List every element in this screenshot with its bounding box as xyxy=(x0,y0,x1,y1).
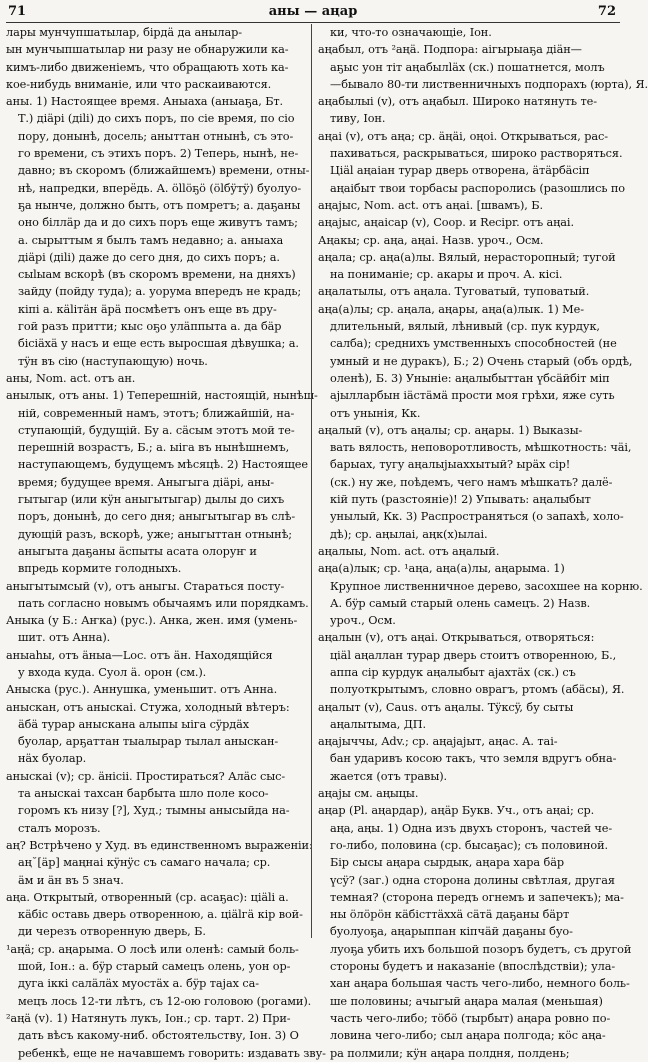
text-line: аңа. Открытый, отворенный (ср. асаҕас): ціälі а. xyxy=(6,890,289,904)
text-line: умный и не дуракъ), Б.; 2) Очень старый (объ ордѣ, xyxy=(330,354,633,368)
text-line: Ціäl аңаіан турар дверь отворена, äтäрбäсіп xyxy=(330,164,590,178)
text-line: аныгыта даҕаны äспыты асата олоруҥ и xyxy=(18,544,257,558)
right-column xyxy=(318,24,648,1060)
text-line: ²аңä (v). 1) Натянуть лукъ, Іон.; ср. тарт. 2) При- xyxy=(6,1011,291,1025)
text-line: гой разъ притти; кыс оҕо улäппыта а. да бäр xyxy=(18,320,282,334)
text-line: пору, донынѣ, досель; аныттан отнынѣ, съ это- xyxy=(18,129,294,143)
text-line: го времени, съ этихъ поръ. 2) Теперь, нынѣ, не- xyxy=(18,147,299,161)
text-line: аныскаі (v); ср. äнісіі. Простираться? Алäс сыс- xyxy=(6,769,286,783)
running-head: аны — аңар xyxy=(268,4,358,19)
text-line: аҕыс уон тіт аңабылläх (ск.) пошатнется, молъ xyxy=(330,60,605,74)
text-line: ки, что-то означающіе, Іон. xyxy=(330,26,492,39)
page-number-left: 71 xyxy=(8,4,27,19)
text-line: нѣ, напредки, вперёдь. А. öllöҕö (ölбÿтÿ) буолуо- xyxy=(18,181,302,195)
text-line: оно біллäр да и до сихъ поръ еще живутъ тамъ; xyxy=(18,216,298,230)
text-line: шит. отъ Анна). xyxy=(18,631,111,645)
header-rule xyxy=(6,22,620,23)
text-line: аныгытымсый (v), отъ аныгы. Стараться посту- xyxy=(6,579,285,593)
text-line: аңабылыі (v), отъ аңабыл. Широко натянуть те- xyxy=(318,95,597,109)
text-line: буолар, арҕаттан тыалырар тылал аныскан- xyxy=(18,735,279,749)
text-line: ловина чего-либо; сыл аңара полгода; кöс аңа- xyxy=(330,1029,606,1043)
text-line: гытыгар (или кÿн аныгытыгар) дылы до сихъ xyxy=(18,493,285,507)
text-line: зайду (пойду туда); а. уорума впередъ не крадь; xyxy=(18,285,302,299)
text-line: кое-нибудь вниманіе, или что раскаиваются. xyxy=(6,77,272,91)
text-line: наступающемъ, будущемъ мѣсяцѣ. 2) Настоящее xyxy=(18,458,308,472)
text-line: (ск.) ну же, поѣдемъ, чего намъ мѣшкать? далё- xyxy=(330,475,613,489)
text-line: Крупное лиственничное дерево, засохшее на корню. xyxy=(330,579,643,593)
text-line: ціäl аңаллан турар дверь стоитъ отворенною, Б., xyxy=(330,648,617,662)
text-line: ступающій, будущій. Бу а. сäсым этотъ мой те- xyxy=(18,423,295,437)
text-line: пахиваться, раскрываться, широко растворяться. xyxy=(330,147,623,161)
text-line: поръ, донынѣ, до сего дня; аныгытыгар въ слѣ- xyxy=(18,510,296,524)
text-line: перешній возрастъ, Б.; а. ыіга въ нынѣшнемъ, xyxy=(18,441,290,455)
text-line: вать вялость, неповоротливость, мѣшкотность: чäі, xyxy=(330,441,632,455)
text-line: аңа, аңы. 1) Одна изъ двухъ сторонъ, частей че- xyxy=(330,821,613,835)
text-line: сталъ морозъ. xyxy=(18,821,101,835)
text-line: Аныка (у Б.: Аҥка) (рус.). Анка, жен. имя (умень- xyxy=(6,614,298,628)
text-line: стороны будетъ и наказаніе (впослѣдствіи); ула- xyxy=(330,960,616,974)
text-line: аңалытыма, ДП. xyxy=(330,717,427,731)
text-line: аны. 1) Настоящее время. Аныаха (аныаҕа, Бт. xyxy=(6,95,284,109)
text-line: бісіäхä у насъ и еще есть выросшая дѣвушка; а. xyxy=(18,337,299,351)
text-line: аң˘[äр] маңнаі кÿнÿс съ самаго начала; ср. xyxy=(18,856,271,870)
text-line: анылык, отъ аны. 1) Теперешній, настоящій, нынѣш- xyxy=(6,389,318,403)
text-line: уроч., Осм. xyxy=(330,614,396,628)
text-line: время; будущее время. Аныгыга діäрі, аны- xyxy=(18,475,275,489)
text-line: луоҕа убить ихъ большой позоръ будетъ, съ другой xyxy=(330,942,632,956)
text-line: бан ударивъ косою такъ, что земля вдругъ обна- xyxy=(330,752,617,766)
text-line: А. бÿр самый старый олень самецъ. 2) Назв. xyxy=(330,596,591,610)
text-line: ҕа нынче, должно быть, отъ помретъ; а. даҕаны xyxy=(18,198,301,212)
text-line: —бывало 80-ти лиственничныхъ подпорахъ (юрта), Я. xyxy=(330,77,648,91)
text-line: оленѣ), Б. 3) Уныніе: аңалыбыттан үбсäйбіт міп xyxy=(330,371,610,385)
text-line: ди черезъ отворенную дверь, Б. xyxy=(18,925,206,939)
text-line: буолуоҕа, аңарыппан кіпчäй даҕаны буо- xyxy=(330,925,573,939)
text-line: ній, современный намъ, этотъ; ближайшій, на- xyxy=(18,406,295,420)
text-line: аңар (Pl. аңардар), аңäр Букв. Уч., отъ аңаі; ср. xyxy=(318,804,595,818)
text-line: аңа(а)лы; ср. аңала, аңары, аңа(а)лык. 1) Ме- xyxy=(318,302,584,316)
text-line: хан аңара большая часть чего-либо, немного боль- xyxy=(330,977,630,991)
page-number-right: 72 xyxy=(597,4,616,19)
text-line: аңајыс, аңаісар (v), Coop. и Recipr. отъ аңаі. xyxy=(318,216,574,230)
text-line: кіпі а. кälітäн äрä посмѣетъ онъ еще въ дру- xyxy=(18,302,277,316)
column-divider xyxy=(311,24,312,938)
text-line: аңалын (v), отъ аңаі. Открываться, отворяться: xyxy=(318,631,595,645)
text-line: го-либо, половина (ср. бысаҕас); съ половиной. xyxy=(330,838,609,852)
text-line: аңалыт (v), Caus. отъ аңалы. Тÿксÿ, бу сыты xyxy=(318,700,574,714)
text-line: аныаhы, отъ äныа—Loc. отъ äн. Находящійся xyxy=(6,648,273,662)
text-line: нäх буолар. xyxy=(18,752,87,766)
text-line: аjылларбын іäстäмä прости моя грѣхи, яже суть xyxy=(330,389,615,403)
text-line: кій путь (разстояніе)! 2) Упывать: аңалыбыт xyxy=(330,493,591,507)
text-line: аң? Встрѣчено у Худ. въ единственномъ выраженіи: xyxy=(6,838,313,852)
text-line: дѣ); ср. аңылаі, аңк(х)ылаі. xyxy=(330,527,488,541)
text-line: äбä турар аныскана алыпы ыіга сÿрдäх xyxy=(18,717,250,731)
text-line: ¹аңä; ср. аңарыма. О лосѣ или оленѣ: самый боль- xyxy=(6,942,299,956)
text-line: тиву, Іон. xyxy=(330,112,386,126)
text-line: та аныскаі тахсан барбыта шло поле косо- xyxy=(18,787,269,801)
text-line: кимъ-либо движеніемъ, что обращають хоть ка- xyxy=(6,60,289,74)
text-line: ын мунчыпшатылар ни разу не обнаружили ка- xyxy=(6,43,289,57)
text-line: тÿн въ сію (наступающую) ночь. xyxy=(18,354,208,368)
text-line: аңаі (v), отъ аңа; ср. äңäі, оңоі. Открываться, рас- xyxy=(318,129,608,143)
text-line: а. сырыттым я былъ тамъ недавно; а. аныаха xyxy=(18,233,284,247)
text-line: пать согласно новымъ обычаямъ или порядкамъ. xyxy=(18,596,309,610)
text-line: аппа сір курдук аңалыбыт аjахтäх (ск.) съ xyxy=(330,665,576,679)
text-line: унылый, Кк. 3) Распространяться (о запахѣ, холо- xyxy=(330,510,624,524)
text-line: аңалый (v), отъ аңалы; ср. аңары. 1) Выказы- xyxy=(318,423,583,437)
text-line: Аңакы; ср. аңа, аңаі. Назв. уроч., Осм. xyxy=(318,233,544,247)
text-line: аңа(а)лык; ср. ¹аңа, аңа(а)лы, аңарыма. 1) xyxy=(318,562,565,576)
text-line: на пониманіе; ср. акары и проч. А. кісі. xyxy=(330,268,563,282)
text-line: ребенкѣ, еще не начавшемъ говорить: издавать зву- xyxy=(18,1046,326,1060)
text-line: Бір сысы аңара сырдык, аңара хара бäр xyxy=(330,856,564,870)
text-line: аны, Nom. act. отъ ан. xyxy=(6,371,136,385)
text-line: аңалатылы, отъ аңала. Туговатый, туповатый. xyxy=(318,285,590,299)
text-line: үсÿ? (заг.) одна сторона долины свѣтлая, другая xyxy=(330,873,615,887)
text-line: жается (отъ травы). xyxy=(330,769,448,783)
text-line: полуоткрытымъ, словно оврагъ, ртомъ (абäсы), Я. xyxy=(330,683,625,697)
text-line: аңала; ср. аңа(а)лы. Вялый, нерасторопный; тугой xyxy=(318,250,616,264)
text-line: барыах, тугу аңалыјыаххытый? ырäх сір! xyxy=(330,458,571,472)
text-line: ра полмили; кÿн аңара полдня, полдень; xyxy=(330,1046,570,1060)
text-line: аныскан, отъ аныскаі. Стужа, холодный вѣтеръ: xyxy=(6,700,290,714)
text-line: ны öлöрöн кäбісттäххä сäтä даҕаны бäрт xyxy=(330,908,570,922)
text-line: отъ унынія, Кк. xyxy=(330,406,421,420)
text-line: темная? (сторона передъ огнемъ и запечекъ); ма- xyxy=(330,890,624,904)
text-line: Т.) діäрі (діlі) до сихъ поръ, по сіе время, по сіо xyxy=(18,112,295,126)
text-line: длительный, вялый, лѣнивый (ср. пук курдук, xyxy=(330,320,600,334)
text-line: горомъ къ низу [?], Худ.; тымны анысыйда на- xyxy=(18,804,290,818)
text-line: äм и äн въ 5 знач. xyxy=(18,873,124,887)
text-line: дать вѣсъ какому-ниб. обстоятельству, Іон. 3) О xyxy=(18,1029,299,1043)
text-line: аңајы см. аңыцы. xyxy=(318,787,419,801)
text-line: аңајыс, Nom. act. отъ аңаі. [швамъ), Б. xyxy=(318,198,543,212)
text-line: дуга іккі салäлäх муостäх а. бÿр тајах са- xyxy=(18,977,259,991)
text-line: салба); среднихъ умственныхъ способностей (не xyxy=(330,337,617,351)
text-line: діäрі (діlі) даже до сего дня, до сихъ поръ; а. xyxy=(18,250,280,264)
text-line: впредь кормите голодныхъ. xyxy=(18,562,182,576)
text-line: давно; въ скоромъ (ближайшемъ) времени, отны- xyxy=(18,164,310,178)
text-line: Аныска (рус.). Аннушка, уменьшит. отъ Анна. xyxy=(6,683,278,697)
text-line: мецъ лось 12-ти лѣтъ, съ 12-ою головою (рогами). xyxy=(18,994,312,1008)
text-line: сыlыам вскорѣ (въ скоромъ времени, на дняхъ) xyxy=(18,268,296,282)
left-column xyxy=(6,24,326,1060)
text-line: аңаібыт твои торбасы распоролись (разошлись по xyxy=(330,181,625,195)
text-line: аңабыл, отъ ²аңä. Подпора: аігырыаҕа діäн— xyxy=(318,43,582,57)
text-line: часть чего-либо; тöбö (тырбыт) аңара ровно по- xyxy=(330,1011,611,1025)
text-line: аңајыччы, Adv.; ср. аңаjајыт, аңас. А. таі- xyxy=(318,735,558,749)
text-line: ше половины; ачыгый аңара малая (меньшая) xyxy=(330,994,603,1008)
text-line: дующій разъ, вскорѣ, уже; аныгыттан отнынѣ; xyxy=(18,527,293,541)
text-line: шой, Іон.: а. бÿр старый самецъ олень, уон ор- xyxy=(18,960,291,974)
text-line: аңалыы, Nom. act. отъ аңалый. xyxy=(318,544,500,558)
text-line: кäбіс оставь дверь отворенною, а. ціälгä кір вой- xyxy=(18,908,303,922)
text-line: лары мунчупшатылар, бірдä да анылар- xyxy=(6,26,242,39)
page-header xyxy=(0,4,626,22)
text-line: у входа куда. Суол ä. орон (см.). xyxy=(18,665,207,679)
